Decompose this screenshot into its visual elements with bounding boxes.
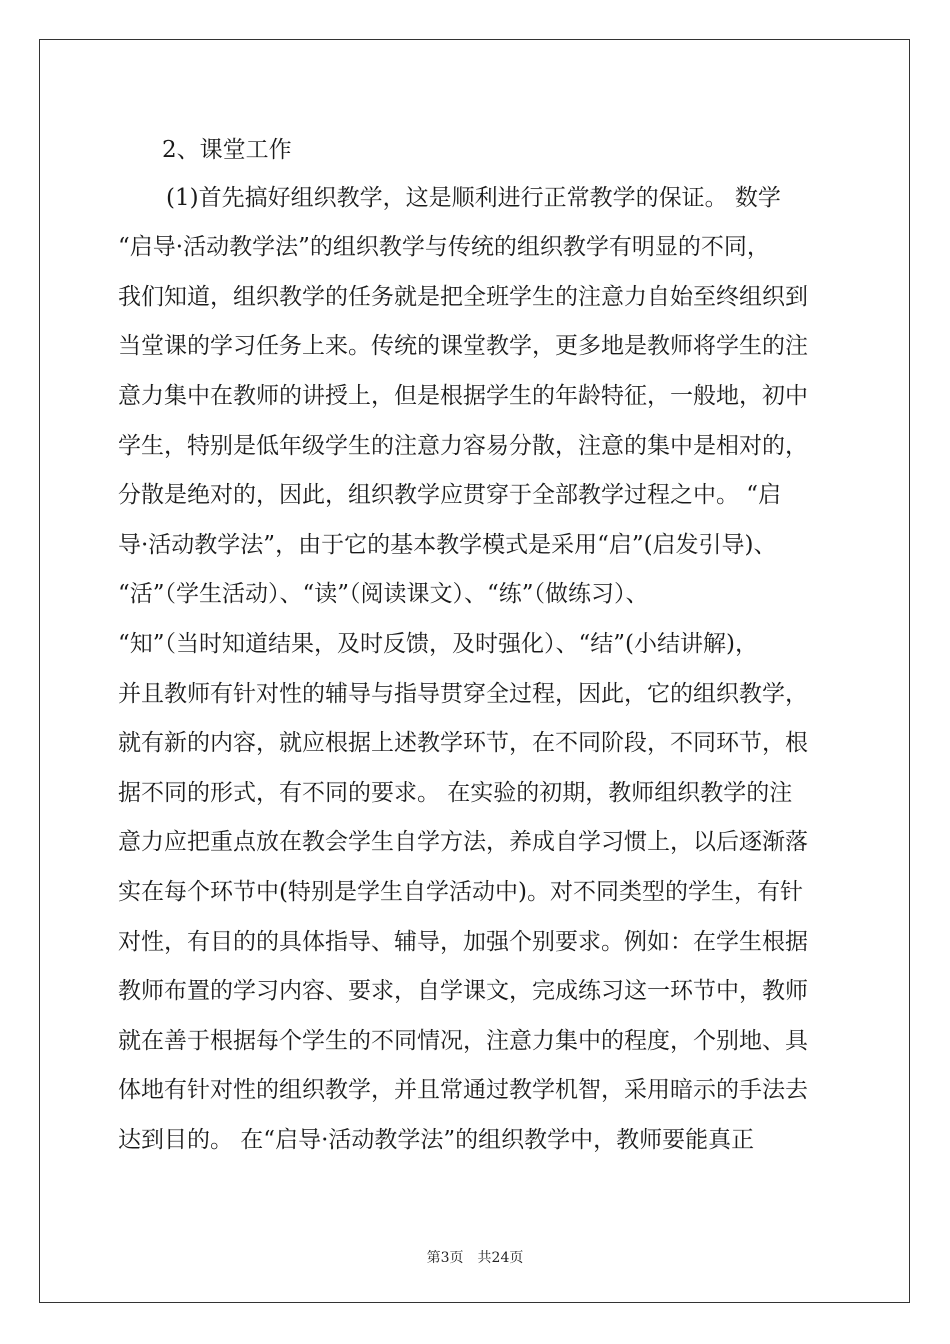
text-line: 就在善于根据每个学生的不同情况，注意力集中的程度，个别地、具	[118, 1028, 808, 1054]
text-line: 分散是绝对的，因此，组织教学应贯穿于全部教学过程之中。 “启	[118, 482, 782, 508]
text-line: 学生，特别是低年级学生的注意力容易分散，注意的集中是相对的，	[118, 433, 808, 459]
page-total: 共24页	[477, 1250, 524, 1266]
text-line: 教师布置的学习内容、要求，自学课文，完成练习这一环节中，教师	[118, 978, 808, 1004]
text-line: 意力集中在教师的讲授上，但是根据学生的年龄特征，一般地，初中	[118, 383, 808, 409]
text-line: “启导·活动教学法”的组织教学与传统的组织教学有明显的不同，	[118, 234, 770, 260]
text-line: 意力应把重点放在教会学生自学方法，养成自学习惯上，以后逐渐落	[118, 829, 808, 855]
text-line: 我们知道，组织教学的任务就是把全班学生的注意力自始至终组织到	[118, 284, 808, 310]
text-line: “知”（当时知道结果，及时反馈，及时强化）、“结”(小结讲解)，	[118, 631, 758, 657]
text-line: 并且教师有针对性的辅导与指导贯穿全过程，因此，它的组织教学，	[118, 681, 808, 707]
text-line: 导·活动教学法”，由于它的基本教学模式是采用“启”(启发引导)、	[118, 532, 777, 558]
text-line: 对性，有目的的具体指导、辅导，加强个别要求。例如：在学生根据	[118, 929, 808, 955]
text-line: 体地有针对性的组织教学，并且常通过教学机智，采用暗示的手法去	[118, 1077, 808, 1103]
page-frame	[39, 39, 910, 1303]
text-line: “活”（学生活动）、“读”（阅读课文）、“练”（做练习）、	[118, 581, 649, 607]
section-heading: 2、课堂工作	[162, 137, 292, 163]
text-line: 实在每个环节中(特别是学生自学活动中)。对不同类型的学生，有针	[118, 879, 803, 905]
page-footer	[0, 1247, 950, 1267]
text-line: (1)首先搞好组织教学，这是顺利进行正常教学的保证。 数学	[166, 185, 781, 211]
page-number: 第3页	[426, 1250, 464, 1266]
text-line: 据不同的形式，有不同的要求。 在实验的初期，教师组织教学的注	[118, 780, 793, 806]
text-line: 当堂课的学习任务上来。传统的课堂教学，更多地是教师将学生的注	[118, 333, 808, 359]
text-line: 就有新的内容，就应根据上述教学环节，在不同阶段，不同环节，根	[118, 730, 808, 756]
text-line: 达到目的。 在“启导·活动教学法”的组织教学中，教师要能真正	[118, 1127, 755, 1153]
